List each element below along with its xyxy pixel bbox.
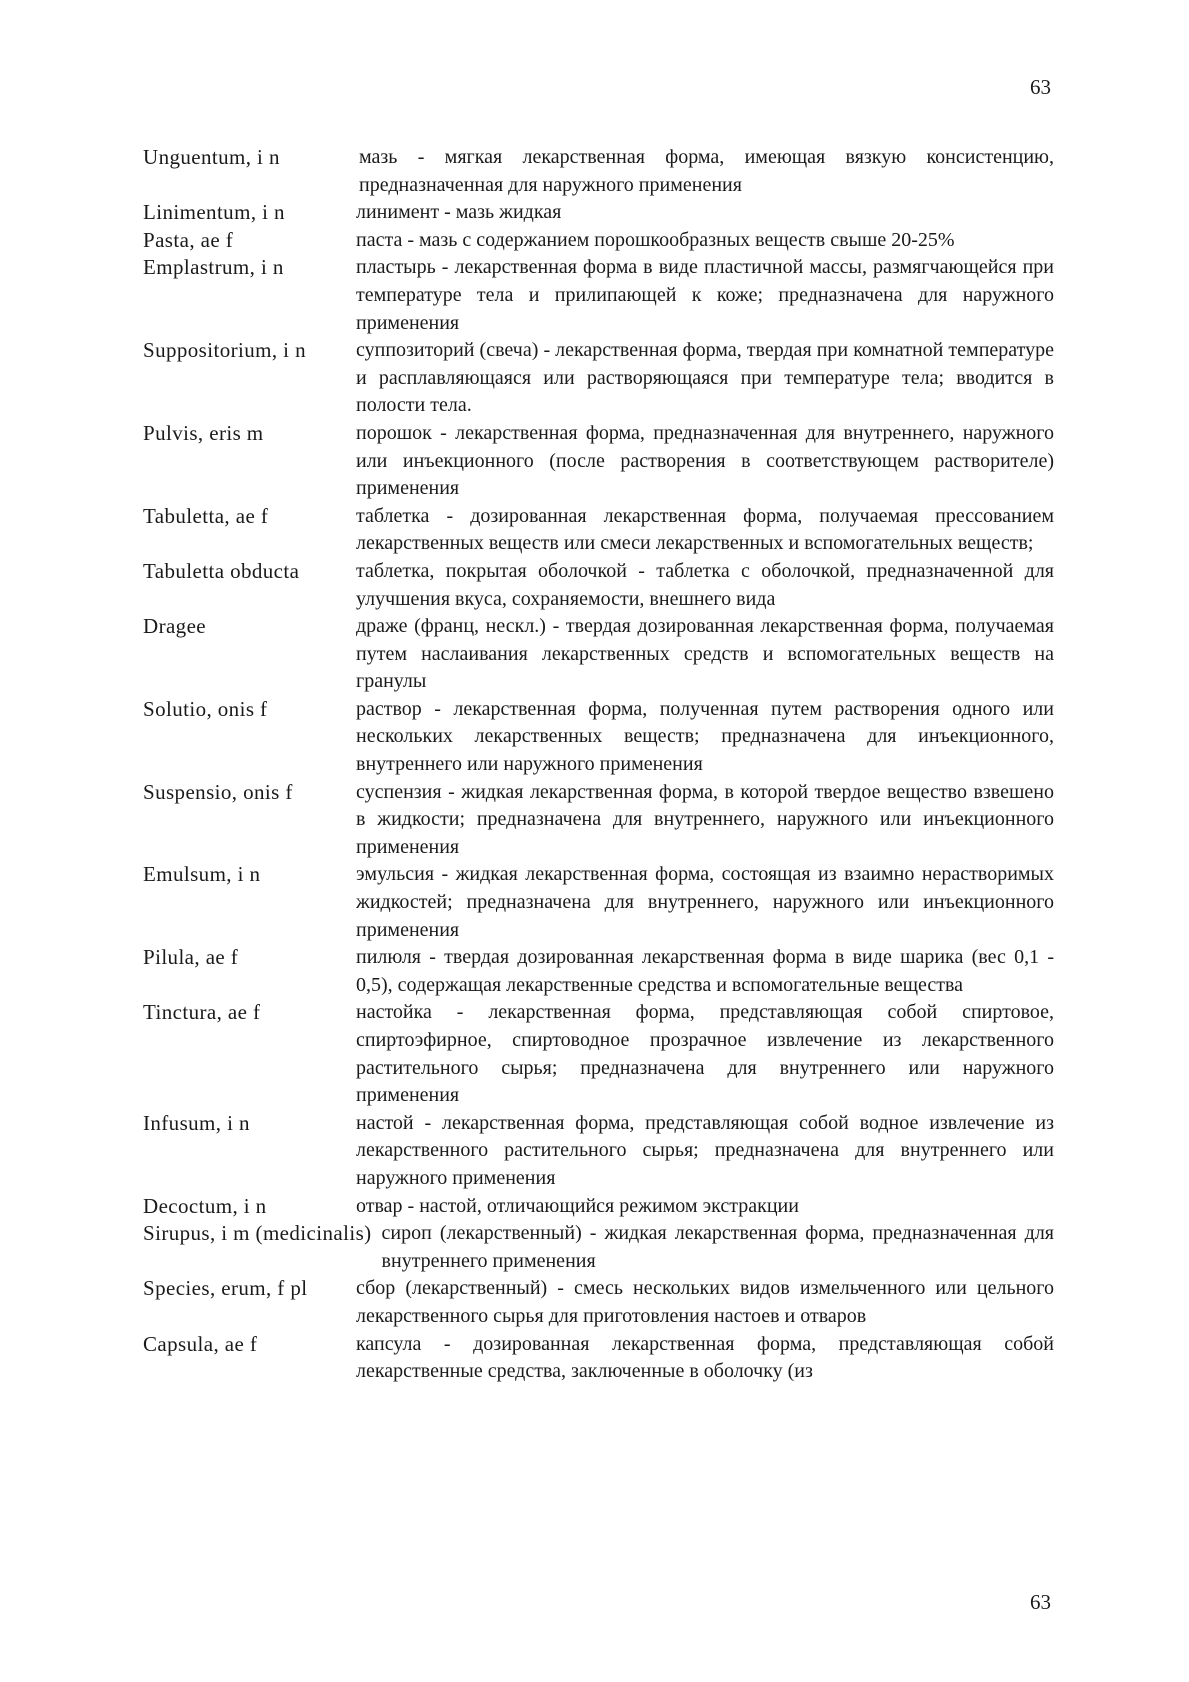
- entry-definition: суппозиторий (свеча) - лекарственная форма, твердая при комнатной температуре и расплавляющаяся или растворяющаяся при температуре тела; вводится в полости тела.: [356, 339, 1054, 417]
- entry-term: Species, erum, f pl: [143, 1276, 308, 1301]
- glossary-entry: [143, 558, 1054, 613]
- entry-definition: таблетка, покрытая оболочкой - таблетка с оболочкой, предназначенной для улучшения вкуса, сохраняемости, внешнего вида: [356, 559, 1054, 610]
- entry-definition: мазь - мягкая лекарственная форма, имеющая вязкую консистенцию, предназначенная для наружного применения: [359, 146, 1054, 196]
- entry-term: Suppositorium, i n: [143, 338, 306, 363]
- glossary-entry: [143, 1331, 1054, 1386]
- entry-term: Sirupus, i m (medicinalis): [143, 1221, 372, 1246]
- glossary-entry: [143, 613, 1054, 696]
- entry-definition: сбор (лекарственный) - смесь нескольких видов измельченного или цельного лекарственного сырья для приготовления настоев и отваров: [356, 1277, 1054, 1327]
- glossary-entry: [143, 944, 1054, 999]
- entry-term: Pilula, ae f: [143, 945, 239, 970]
- glossary-entry: [143, 254, 1054, 337]
- glossary-entry: [143, 227, 1054, 255]
- glossary-entry: [143, 999, 1054, 1109]
- glossary-list: [143, 144, 1054, 1386]
- entry-term: Infusum, i n: [143, 1110, 250, 1135]
- glossary-entry: [143, 1110, 1054, 1193]
- entry-term: Emulsum, i n: [143, 862, 261, 887]
- entry-definition: паста - мазь с содержанием порошкообразных веществ свыше 20-25%: [356, 228, 955, 251]
- entry-term: Tabuletta, ae f: [143, 503, 269, 528]
- entry-term: Emplastrum, i n: [143, 255, 284, 280]
- glossary-entry: [143, 1220, 1054, 1275]
- glossary-entry: [143, 1275, 1054, 1330]
- glossary-entry: [143, 420, 1054, 503]
- entry-term: Linimentum, i n: [143, 200, 285, 225]
- entry-term: Unguentum, i n: [143, 145, 280, 169]
- entry-definition: отвар - настой, отличающийся режимом экстракции: [356, 1194, 799, 1217]
- glossary-entry: [143, 503, 1054, 558]
- entry-term: Dragee: [143, 614, 207, 639]
- entry-term: Pasta, ae f: [143, 227, 234, 252]
- page-number-top: 63: [1030, 75, 1051, 99]
- entry-term: Suspensio, onis f: [143, 779, 293, 804]
- entry-definition: сироп (лекарственный) - жидкая лекарственная форма, предназначенная для внутреннего применения: [381, 1222, 1054, 1272]
- entry-definition: пилюля - твердая дозированная лекарственная форма в виде шарика (вес 0,1 - 0,5), содержащая лекарственные средства и вспомогательные вещества: [356, 946, 1054, 996]
- entry-definition: настойка - лекарственная форма, представляющая собой спиртовое, спиртоэфирное, спиртоводное прозрачное извлечение из лекарственного растительного сырья; предназначена для внутреннего или наружного применения: [356, 1001, 1054, 1107]
- entry-term: Tabuletta obducta: [143, 558, 300, 583]
- entry-definition: драже (франц, нескл.) - твердая дозированная лекарственная форма, получаемая путем наслаивания лекарственных средств и вспомогательных веществ на гранулы: [356, 615, 1054, 693]
- glossary-entry: [143, 337, 1054, 420]
- glossary-entry: [143, 861, 1054, 944]
- entry-definition: суспензия - жидкая лекарственная форма, в которой твердое вещество взвешено в жидкости; предназначена для внутреннего, наружного или инъекционного применения: [356, 780, 1054, 858]
- entry-definition: настой - лекарственная форма, представляющая собой водное извлечение из лекарственного растительного сырья; предназначена для внутреннего или наружного применения: [356, 1111, 1054, 1189]
- entry-term: Tinctura, ae f: [143, 1000, 261, 1025]
- entry-term: Pulvis, eris m: [143, 420, 264, 445]
- glossary-entry: [143, 1193, 1054, 1221]
- page-number-bottom: 63: [1030, 1590, 1051, 1614]
- entry-term: Capsula, ae f: [143, 1331, 258, 1356]
- entry-term: Solutio, onis f: [143, 696, 268, 721]
- entry-definition: раствор - лекарственная форма, полученная путем растворения одного или нескольких лекарственных веществ; предназначена для инъекционного, внутреннего или наружного применения: [356, 697, 1054, 776]
- glossary-entry: [143, 144, 1054, 199]
- entry-definition: таблетка - дозированная лекарственная форма, получаемая прессованием лекарственных веществ или смеси лекарственных и вспомогательных веществ;: [356, 504, 1054, 555]
- entry-definition: порошок - лекарственная форма, предназначенная для внутреннего, наружного или инъекционного (после растворения в соответствующем растворителе) применения: [356, 421, 1054, 500]
- entry-definition: линимент - мазь жидкая: [356, 201, 562, 224]
- entry-definition: эмульсия - жидкая лекарственная форма, состоящая из взаимно нерастворимых жидкостей; предназначена для внутреннего, наружного или инъекционного применения: [356, 863, 1054, 941]
- glossary-entry: [143, 779, 1054, 862]
- entry-definition: пластырь - лекарственная форма в виде пластичной массы, размягчающейся при температуре тела и прилипающей к коже; предназначена для наружного применения: [356, 256, 1054, 334]
- entry-term: Decoctum, i n: [143, 1193, 267, 1218]
- glossary-entry: [143, 696, 1054, 779]
- entry-definition: капсула - дозированная лекарственная форма, представляющая собой лекарственные средства, заключенные в оболочку (из: [356, 1332, 1054, 1383]
- glossary-entry: [143, 199, 1054, 227]
